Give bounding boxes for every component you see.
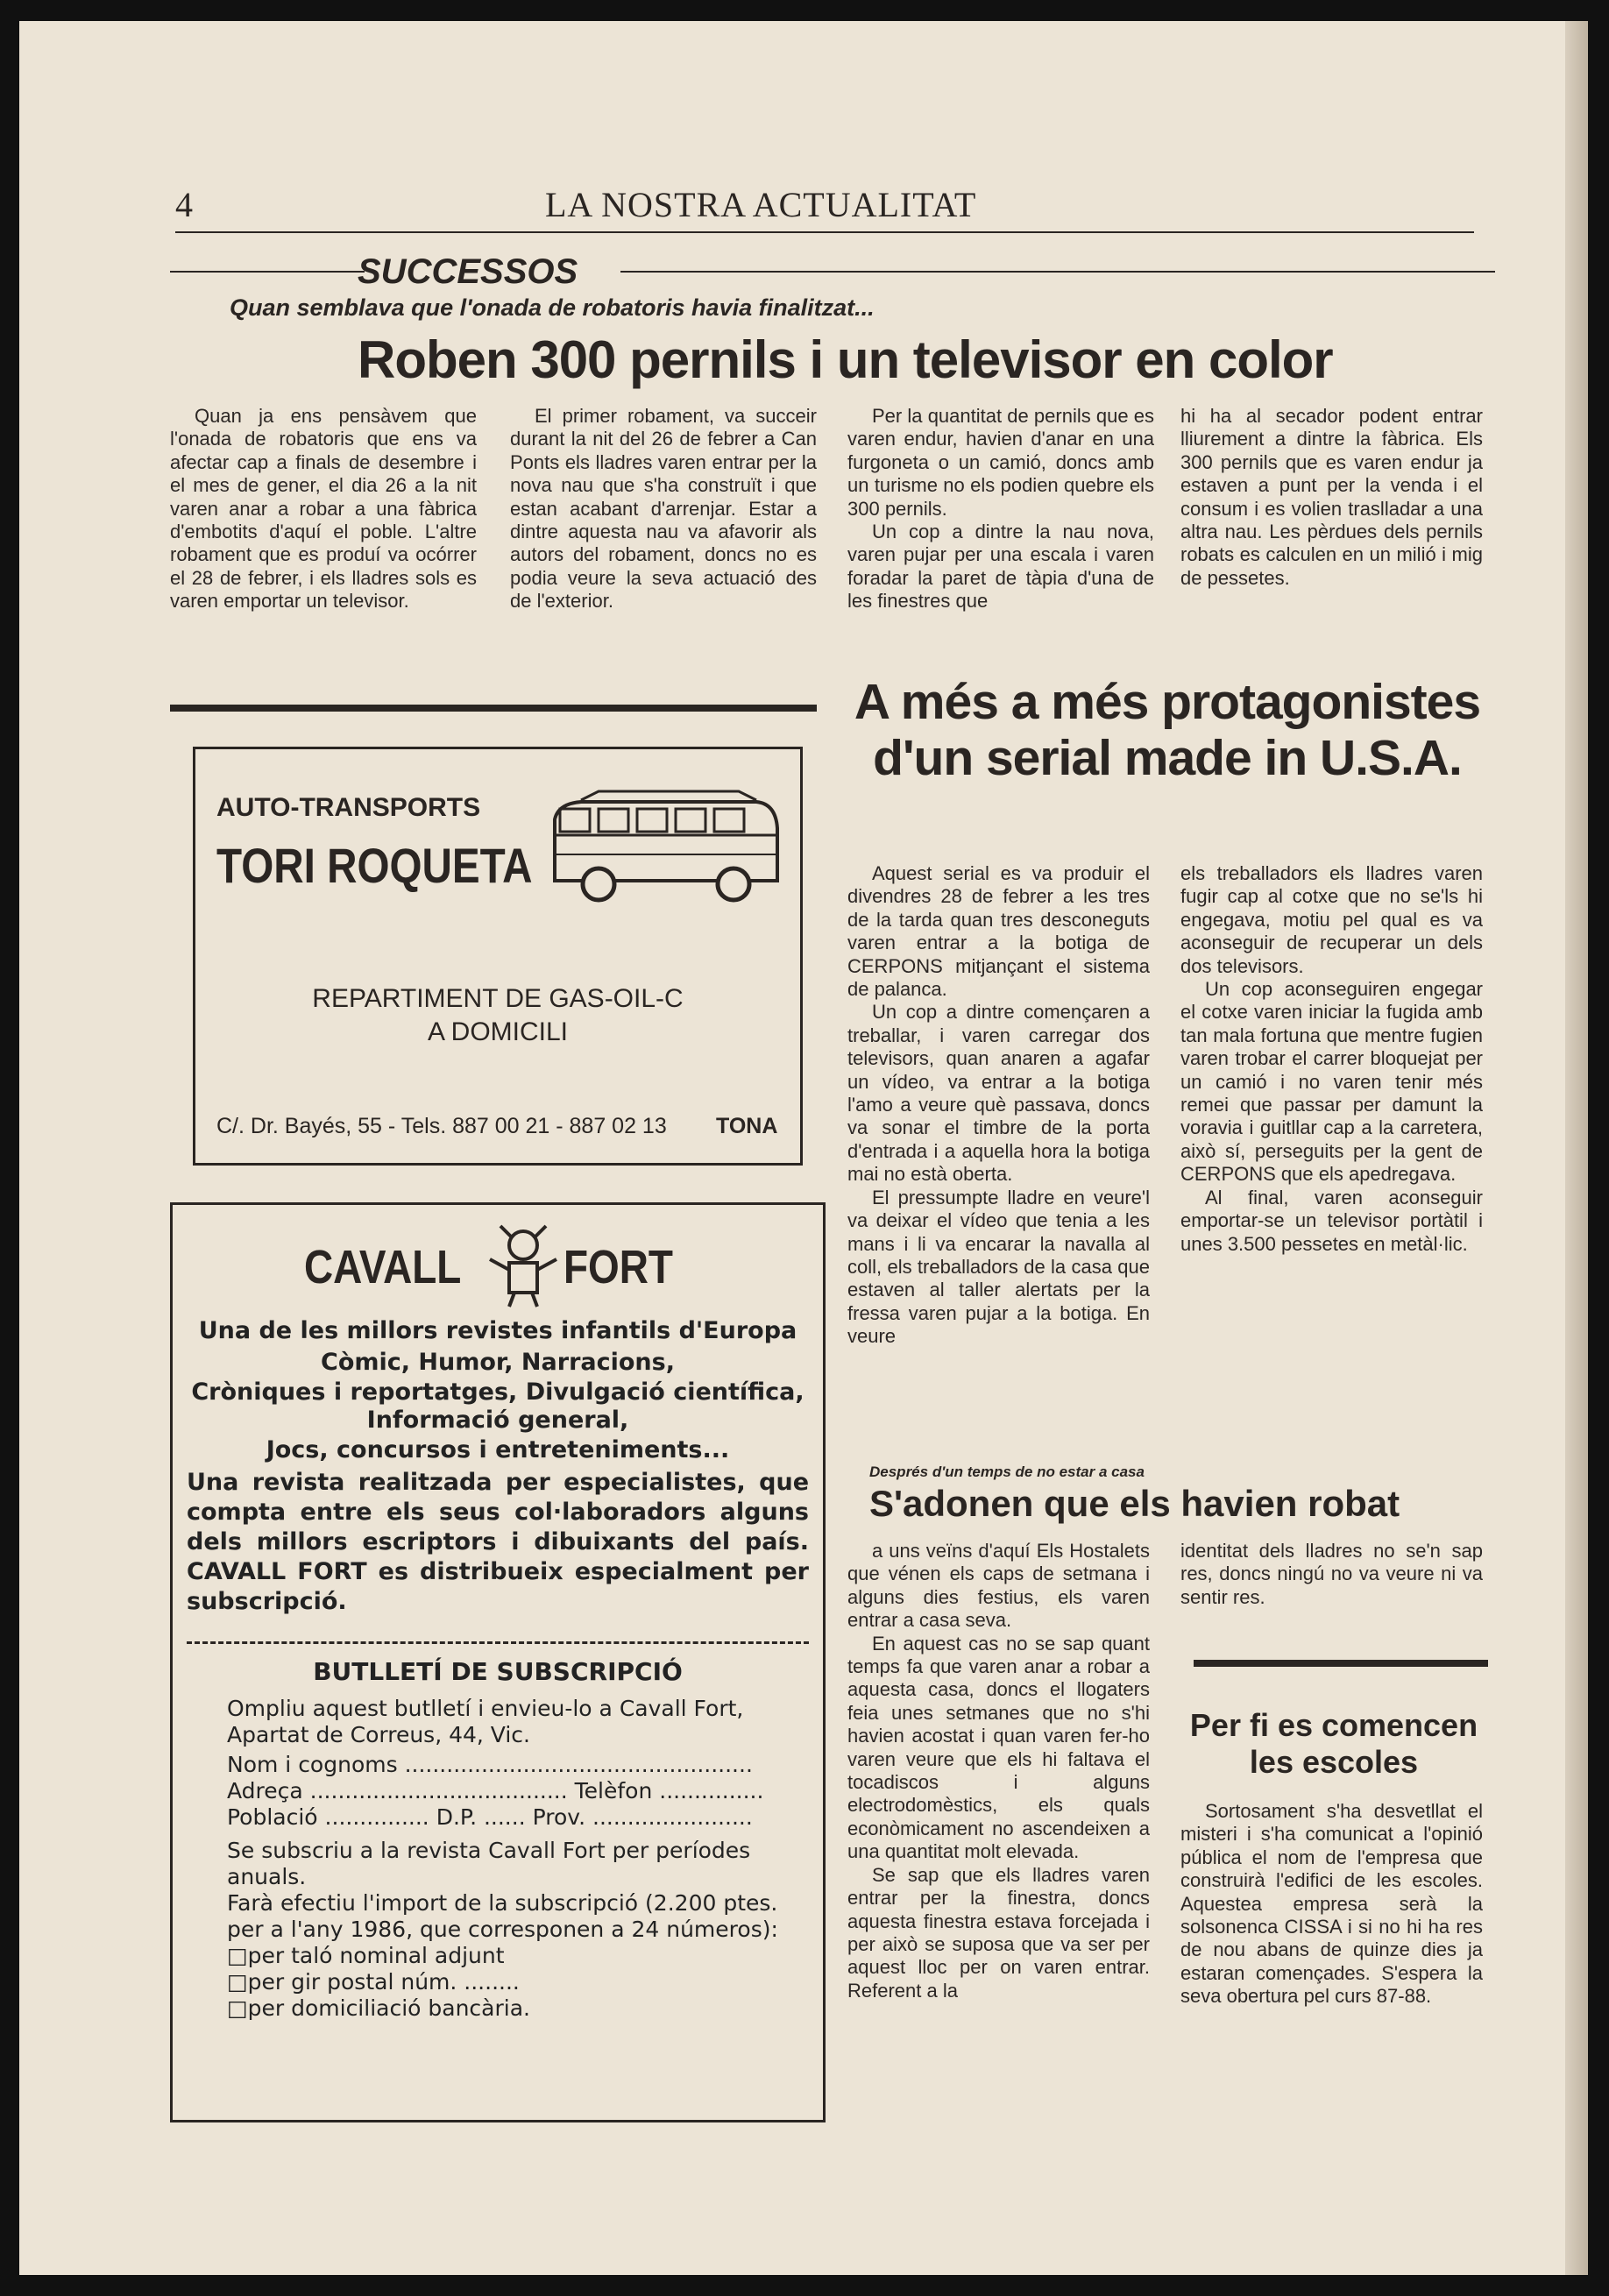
main-col-2: El primer robament, va succeir durant la nit del 26 de febrer a Can Ponts els lladres varen entrar per la nova nau que s'ha construït i que estan acabant d'arrenjar. Estar a dintre aquesta nau va afavorir als autors del robament, doncs no es podia veure la seva actuació des de l'exterior. <box>510 405 817 613</box>
serial-headline: A més a més protagonistes d'un serial made in U.S.A. <box>854 674 1481 786</box>
cut-line <box>187 1641 809 1644</box>
form-option-1[interactable]: □per taló nominal adjunt <box>227 1943 505 1968</box>
form-option-3[interactable]: □per domiciliació bancària. <box>227 1995 530 2021</box>
ad-tori-name: TORI ROQUETA <box>216 838 533 893</box>
form-payment-text: Farà efectiu l'import de la subscripció (2.200 ptes. per a l'any 1986, que corresponen a 24 números): <box>227 1890 778 1942</box>
home-col-2: identitat dels lladres no se'n sap res, doncs ningú no va veure ni va sentir res. <box>1180 1540 1483 1608</box>
ad-cavall-logo-left: CAVALL <box>304 1241 462 1293</box>
ad-cavall-tagline: Una de les millors revistes infantils d'Europa <box>198 1317 797 1344</box>
section-rule-right <box>620 271 1495 273</box>
bus-icon <box>546 784 783 916</box>
ad-tori-address: C/. Dr. Bayés, 55 - Tels. 887 00 21 - 887 02 13 <box>216 1114 667 1138</box>
serial-col-2: els treballadors els lladres varen fugir cap al cotxe que no se'ls hi engegava, motiu pel qual es va aconseguir de recuperar un dels dos televisors. Un cop aconseguiren engegar el cotxe varen iniciar la fugida amb tan mala fortuna que mentre fugien varen trobar el carrer bloquejat per un camió i no varen tenir més remei que passar per damunt la voravia i guitllar cap a la carretera, això sí, perseguits per la gent de CERPONS que els apedregava. Al final, varen aconseguir emportar-se un televisor portàtil i unes 3.500 pessetes en metàl·lic. <box>1180 862 1483 1255</box>
header-rule <box>175 231 1474 233</box>
form-subscribe-text: Se subscriu a la revista Cavall Fort per períodes anuals. <box>227 1838 751 1889</box>
schools-body: Sortosament s'ha desvetllat el misteri i s'ha comunicat a l'opinió pública el nom de l'empresa que construirà l'edifici de les escoles. Aquestea empresa serà la solsonenca CISSA i si no hi ha res de nou abans de quinze dies ja estaran començades. S'espera la seva obertura pel curs 87-88. <box>1180 1800 1483 2008</box>
ad-tori-town: TONA <box>716 1114 778 1138</box>
schools-headline: Per fi es comencen les escoles <box>1189 1707 1478 1780</box>
home-headline: S'adonen que els havien robat <box>869 1483 1400 1524</box>
newspaper-page <box>19 21 1588 2275</box>
ad-tori-line4: A DOMICILI <box>427 1017 569 1046</box>
page-number: 4 <box>175 185 193 224</box>
ad-cavall-para: Una revista realitzada per especialistes, que compta entre els seus col·laboradors alguns dels millors escriptors i dibuixants del país. CAVALL FORT es distribueix especialment per subscripció. <box>187 1469 809 1615</box>
serial-col-1: Aquest serial es va produir el divendres 28 de febrer a les tres de la tarda quan tres desconeguts varen entrar a la botiga de CERPONS mitjançant el sistema de palanca. Un cop a dintre començaren a treballar, i varen carregar dos televisors, quan anaren a agafar un vídeo, va entrar a la botiga l'amo a veure què passava, doncs va sonar el timbre de la porta d'entrada i a aquella hora la botiga mai no està oberta. El pressumpte lladre en veure'l va deixar el vídeo que tenia a les mans i li va encarar la navalla al coll, els treballadors de la casa que estaven al taller alertats per la fressa varen pujar a la botiga. En veure <box>847 862 1150 1348</box>
page-edge <box>1565 21 1588 2275</box>
checkbox-icon[interactable]: □ <box>227 1969 248 1995</box>
home-col-1: a uns veïns d'aquí Els Hostalets que vénen els caps de setmana i alguns dies festius, els varen entrar a casa seva. En aquest cas no se sap quant temps fa que varen anar a robar a aquesta casa, doncs el llogaters feia unes setmanes que no s'hi havien acostat i quan varen fer-ho varen veure que els hi faltava el tocadiscos i alguns electrodomèstics, els quals econòmicament no ascendeixen a una quantitat molt elevada. Se sap que els lladres varen entrar per la finestra, doncs aquesta finestra estava forcejada i per això se suposa que va ser per aquest lloc per on varen entrar. Referent a la <box>847 1540 1150 2002</box>
ad-cavall-line5: Jocs, concursos i entreteniments... <box>266 1436 730 1463</box>
home-kicker: Després d'un temps de no estar a casa <box>869 1463 1145 1480</box>
main-kicker: Quan semblava que l'onada de robatoris havia finalitzat... <box>230 294 875 321</box>
main-bottom-rule <box>170 705 817 712</box>
main-col-1: Quan ja ens pensàvem que l'onada de robatoris que ens va afectar cap a finals de desembre i el mes de gener, el dia 26 a la nit varen anar a robar a una fàbrica d'embotits d'aquí el poble. L'altre robament que es produí va ocórrer el 28 de febrer, i els lladres sols es varen emportar un televisor. <box>170 405 477 613</box>
section-title: SUCCESSOS <box>358 252 578 291</box>
form-field-name[interactable]: Nom i cognoms .................................................. <box>227 1752 753 1777</box>
main-col-3: Per la quantitat de pernils que es varen endur, havien d'anar en una furgoneta o un camió, doncs amb un turisme no els podien quebre els 300 pernils. Un cop a dintre la nau nova, varen pujar per una escala i varen foradar la paret de tàpia d'una de les finestres que <box>847 405 1154 613</box>
ad-tori-line3: REPARTIMENT DE GAS-OIL-C <box>312 984 684 1013</box>
form-intro: Ompliu aquest butlletí i envieu-lo a Cavall Fort, Apartat de Correus, 44, Vic. <box>227 1696 744 1747</box>
checkbox-icon[interactable]: □ <box>227 1995 248 2021</box>
section-rule-left <box>170 271 365 273</box>
ad-cavall-logo-right: FORT <box>564 1241 673 1293</box>
form-field-address[interactable]: Adreça ..................................... Telèfon ............... <box>227 1778 764 1803</box>
checkbox-icon[interactable]: □ <box>227 1943 248 1968</box>
ad-cavall-line4: Informació general, <box>366 1407 629 1434</box>
ad-cavall-line3: Cròniques i reportatges, Divulgació científica, <box>191 1378 804 1406</box>
schools-top-rule <box>1194 1660 1488 1667</box>
form-option-2[interactable]: □per gir postal núm. ........ <box>227 1969 520 1995</box>
ad-tori-roqueta <box>193 747 803 1166</box>
form-field-town[interactable]: Població ............... D.P. ...... Prov. ....................... <box>227 1804 753 1830</box>
horse-mascot-icon <box>486 1224 560 1308</box>
ad-cavall-fort <box>170 1202 826 2122</box>
ad-tori-line1: AUTO-TRANSPORTS <box>216 793 481 822</box>
running-title: LA NOSTRA ACTUALITAT <box>545 185 977 224</box>
ad-cavall-line2: Còmic, Humor, Narracions, <box>321 1349 675 1376</box>
main-col-4: hi ha al secador podent entrar lliurement a dintre la fàbrica. Els 300 pernils que es varen endur ja estaven a punt per la venda i el consum i es volien traslladar a una altra nau. Les pèrdues dels pernils robats es calculen en un milió i mig de pessetes. <box>1180 405 1483 589</box>
form-body <box>227 1696 805 2022</box>
main-headline: Roben 300 pernils i un televisor en color <box>358 330 1333 389</box>
form-title: BUTLLETÍ DE SUBSCRIPCIÓ <box>313 1657 683 1686</box>
